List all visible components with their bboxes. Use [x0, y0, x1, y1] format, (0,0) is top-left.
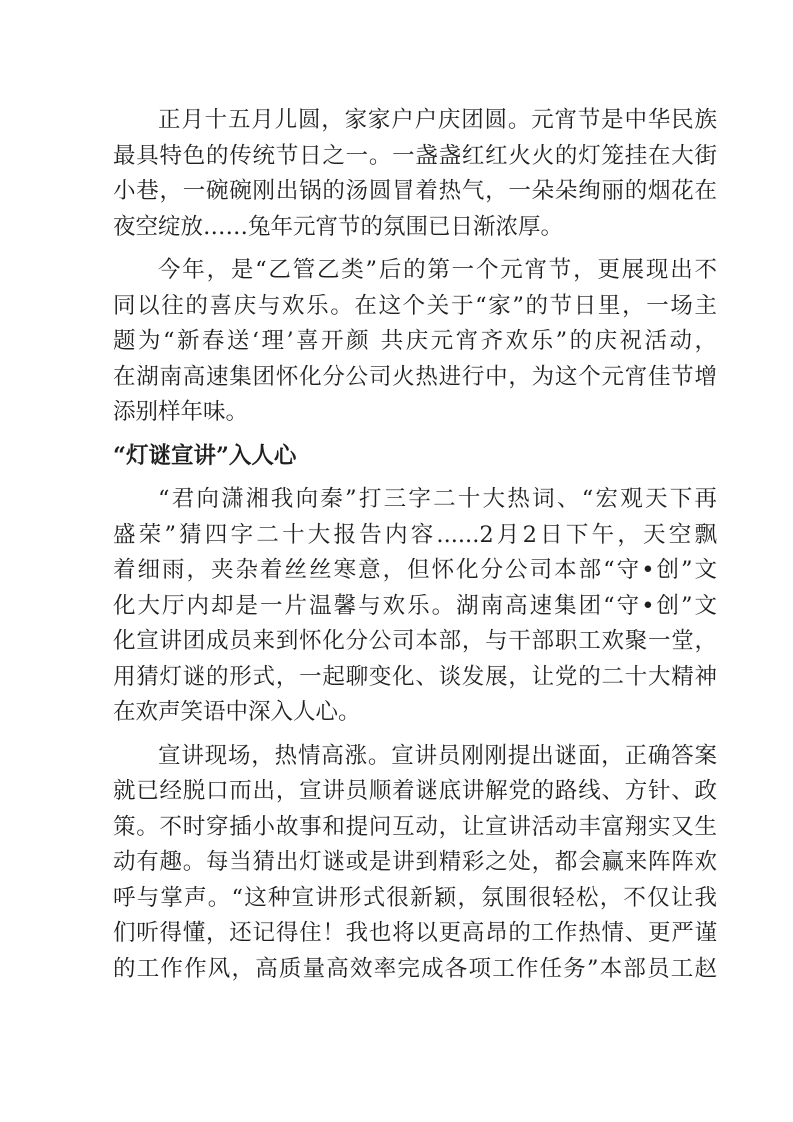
text-line: 化大厅内却是一片温馨与欢乐。湖南高速集团“守•创”文 [113, 592, 717, 619]
text-line: 正月十五月儿圆，家家户户庆团圆。元宵节是中华民族 [158, 107, 717, 133]
text-line: 们听得懂，还记得住！我也将以更高昂的工作热情、更严谨 [113, 920, 717, 946]
text-line: 宣讲现场，热情高涨。宣讲员刚刚提出谜面，正确答案 [158, 742, 717, 769]
text-line: 着细雨，夹杂着丝丝寒意，但怀化分公司本部“守•创”文 [113, 557, 717, 583]
text-line: 小巷，一碗碗刚出锅的汤圆冒着热气，一朵朵绚丽的烟花在 [113, 178, 717, 204]
text-line: “君向潇湘我向秦”打三字二十大热词、“宏观天下再 [158, 486, 717, 512]
text-line: 在湖南高速集团怀化分公司火热进行中，为这个元宵佳节增 [113, 363, 717, 390]
text-line: 添别样年味。 [113, 399, 249, 425]
text-line: 盛荣”猜四字二十大报告内容......2月2日下午，天空飘 [113, 521, 717, 548]
text-line: 在欢声笑语中深入人心。 [113, 699, 361, 725]
section-heading [113, 439, 717, 475]
text-line: 就已经脱口而出，宣讲员顺着谜底讲解党的路线、方针、政 [113, 778, 717, 804]
paragraph [113, 253, 717, 431]
text-line: 策。不时穿插小故事和提问互动，让宣讲活动丰富翔实又生 [113, 813, 717, 840]
paragraph [113, 482, 717, 731]
paragraph [113, 103, 717, 245]
text-line: 夜空绽放……兔年元宵节的氛围已日渐浓厚。 [113, 213, 564, 240]
section-heading-text: “灯谜宣讲”入人心 [113, 442, 297, 469]
document-body [113, 103, 717, 995]
text-line: 最具特色的传统节日之一。一盏盏红红火火的灯笼挂在大街 [113, 142, 717, 169]
text-line: 化宣讲团成员来到怀化分公司本部，与干部职工欢聚一堂， [113, 628, 717, 654]
paragraph [113, 739, 717, 988]
text-line: 的工作作风，高质量高效率完成各项工作任务”本部员工赵 [113, 955, 717, 982]
text-line: 用猜灯谜的形式，一起聊变化、谈发展，让党的二十大精神 [113, 663, 717, 690]
text-line: 动有趣。每当猜出灯谜或是讲到精彩之处，都会赢来阵阵欢 [113, 849, 717, 875]
text-line: 呼与掌声。“这种宣讲形式很新颖，氛围很轻松，不仅让我 [113, 884, 717, 911]
text-line: 今年，是“乙管乙类”后的第一个元宵节，更展现出不 [158, 257, 717, 283]
text-line: 题为“新春送‘理’喜开颜 共庆元宵齐欢乐”的庆祝活动， [113, 328, 717, 354]
text-line: 同以往的喜庆与欢乐。在这个关于“家”的节日里，一场主 [113, 292, 717, 319]
